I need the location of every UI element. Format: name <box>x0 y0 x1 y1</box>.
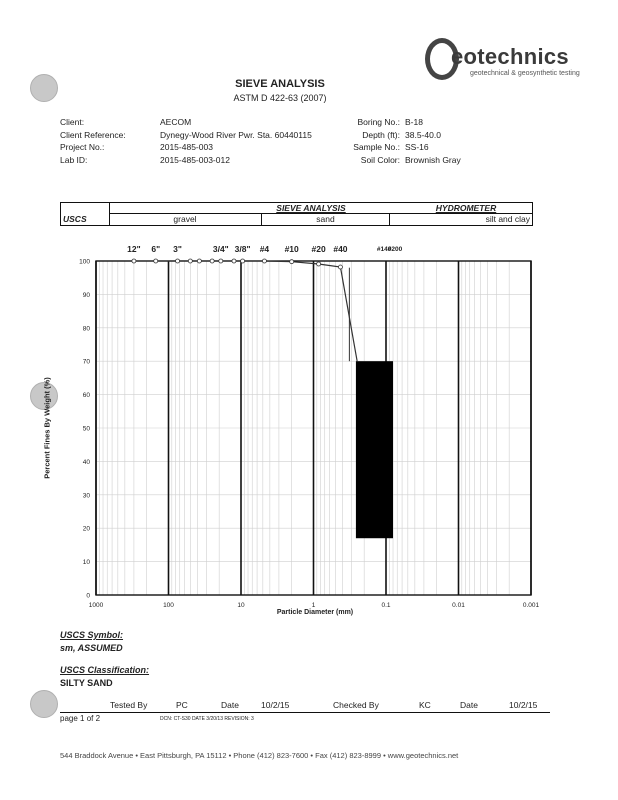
sieve-label: 3/8" <box>234 244 251 254</box>
redaction-box <box>356 361 393 538</box>
y-tick-label: 100 <box>79 258 90 266</box>
y-tick-label: 40 <box>82 458 90 466</box>
x-tick-label: 0.001 <box>522 602 540 609</box>
uscs-classification-heading: USCS Classification: <box>60 665 150 675</box>
date-label-1: Date <box>221 700 239 710</box>
sample-no-label: Sample No.: <box>353 142 400 152</box>
y-tick-label: 30 <box>82 492 90 500</box>
data-point <box>176 259 180 263</box>
data-point <box>219 259 223 263</box>
y-tick-label: 70 <box>82 358 90 366</box>
uscs-header-label: USCS <box>63 214 87 224</box>
depth-label: Depth (ft): <box>362 129 400 140</box>
x-axis-label: Particle Diameter (mm) <box>276 609 354 616</box>
date-value-1: 10/2/15 <box>261 700 290 710</box>
silt-clay-label: silt and clay <box>485 214 530 224</box>
sieve-label: 12" <box>127 244 141 254</box>
data-point <box>154 259 158 263</box>
x-tick-label: 10 <box>237 602 245 609</box>
y-tick-label: 10 <box>82 559 90 567</box>
lab-id-value: 2015-485-003-012 <box>160 154 230 165</box>
data-point <box>290 260 294 264</box>
boring-no-value: B-18 <box>405 117 423 127</box>
data-point <box>317 262 321 266</box>
data-point <box>188 259 192 263</box>
x-tick-label: 100 <box>163 602 174 609</box>
client-reference-value: Dynegy-Wood River Pwr. Sta. 60440115 <box>160 129 312 140</box>
checked-by-value: KC <box>419 700 431 710</box>
tested-by-label: Tested By <box>110 700 148 710</box>
logo-wordmark: eotechnics <box>451 44 569 69</box>
y-tick-label: 80 <box>82 325 90 333</box>
sieve-label: 6" <box>151 244 161 254</box>
project-no-value: 2015-485-003 <box>160 142 213 152</box>
date-value-2: 10/2/15 <box>509 700 538 710</box>
sieve-label: #4 <box>259 244 270 254</box>
checked-by-label: Checked By <box>333 700 379 710</box>
report-standard: ASTM D 422-63 (2007) <box>233 93 327 103</box>
page-number: page 1 of 2 <box>60 714 101 723</box>
report-title: SIEVE ANALYSIS <box>235 78 325 90</box>
x-tick-label: 1000 <box>88 602 104 609</box>
hydrometer-header: HYDROMETER <box>435 203 497 213</box>
data-point <box>262 259 266 263</box>
gradation-curve <box>134 261 357 361</box>
x-tick-label: 0.01 <box>452 602 465 609</box>
logo-tagline: geotechnical & geosynthetic testing <box>470 70 580 77</box>
soil-color-label: Soil Color: <box>360 154 400 165</box>
data-point <box>338 265 342 269</box>
client-label: Client: <box>60 117 85 127</box>
y-tick-label: 20 <box>82 525 90 533</box>
project-no-label: Project No.: <box>60 142 105 152</box>
sand-label: sand <box>316 214 335 224</box>
x-tick-label: 1 <box>311 602 316 609</box>
gravel-label: gravel <box>173 214 197 224</box>
signoff-rule <box>60 712 550 713</box>
sieve-label: #40 <box>333 244 348 254</box>
date-label-2: Date <box>460 700 478 710</box>
sieve-label: 3/4" <box>212 244 229 254</box>
boring-no-label: Boring No.: <box>357 117 400 127</box>
y-tick-label: 60 <box>82 392 90 400</box>
data-point <box>197 259 201 263</box>
y-tick-label: 90 <box>82 291 90 299</box>
footer-contact: 544 Braddock Avenue • East Pittsburgh, PA 15112 • Phone (412) 823-7600 • Fax (412) 823-8999 • www.geotechnics.net <box>60 751 459 760</box>
x-tick-label: 0.1 <box>381 602 391 609</box>
sieve-label: #140 <box>376 246 392 253</box>
document-control: DCN: CT-S30 DATE 3/20/13 REVISION: 3 <box>160 716 254 722</box>
tested-by-value: PC <box>176 700 188 710</box>
sieve-label: 3" <box>173 244 182 254</box>
sieve-label: #200 <box>387 246 403 253</box>
uscs-symbol-heading: USCS Symbol: <box>60 630 124 640</box>
y-axis-label: Percent Fines By Weight (%) <box>42 377 52 479</box>
client-reference-label: Client Reference: <box>60 129 126 140</box>
uscs-classification-value: SILTY SAND <box>60 678 113 688</box>
client-value: AECOM <box>160 117 192 127</box>
depth-value: 38.5-40.0 <box>405 129 441 140</box>
data-point <box>232 259 236 263</box>
y-tick-label: 0 <box>86 592 90 600</box>
data-point <box>241 259 245 263</box>
soil-color-value: Brownish Gray <box>405 154 461 165</box>
sieve-analysis-header: SIEVE ANALYSIS <box>276 203 346 213</box>
lab-id-label: Lab ID: <box>60 154 88 165</box>
sample-no-value: SS-16 <box>405 142 429 152</box>
data-point <box>132 259 136 263</box>
y-tick-label: 50 <box>82 425 90 433</box>
sieve-label: #10 <box>284 244 299 254</box>
sieve-label: #20 <box>311 244 326 254</box>
data-point <box>210 259 214 263</box>
uscs-symbol-value: sm, ASSUMED <box>60 643 123 653</box>
